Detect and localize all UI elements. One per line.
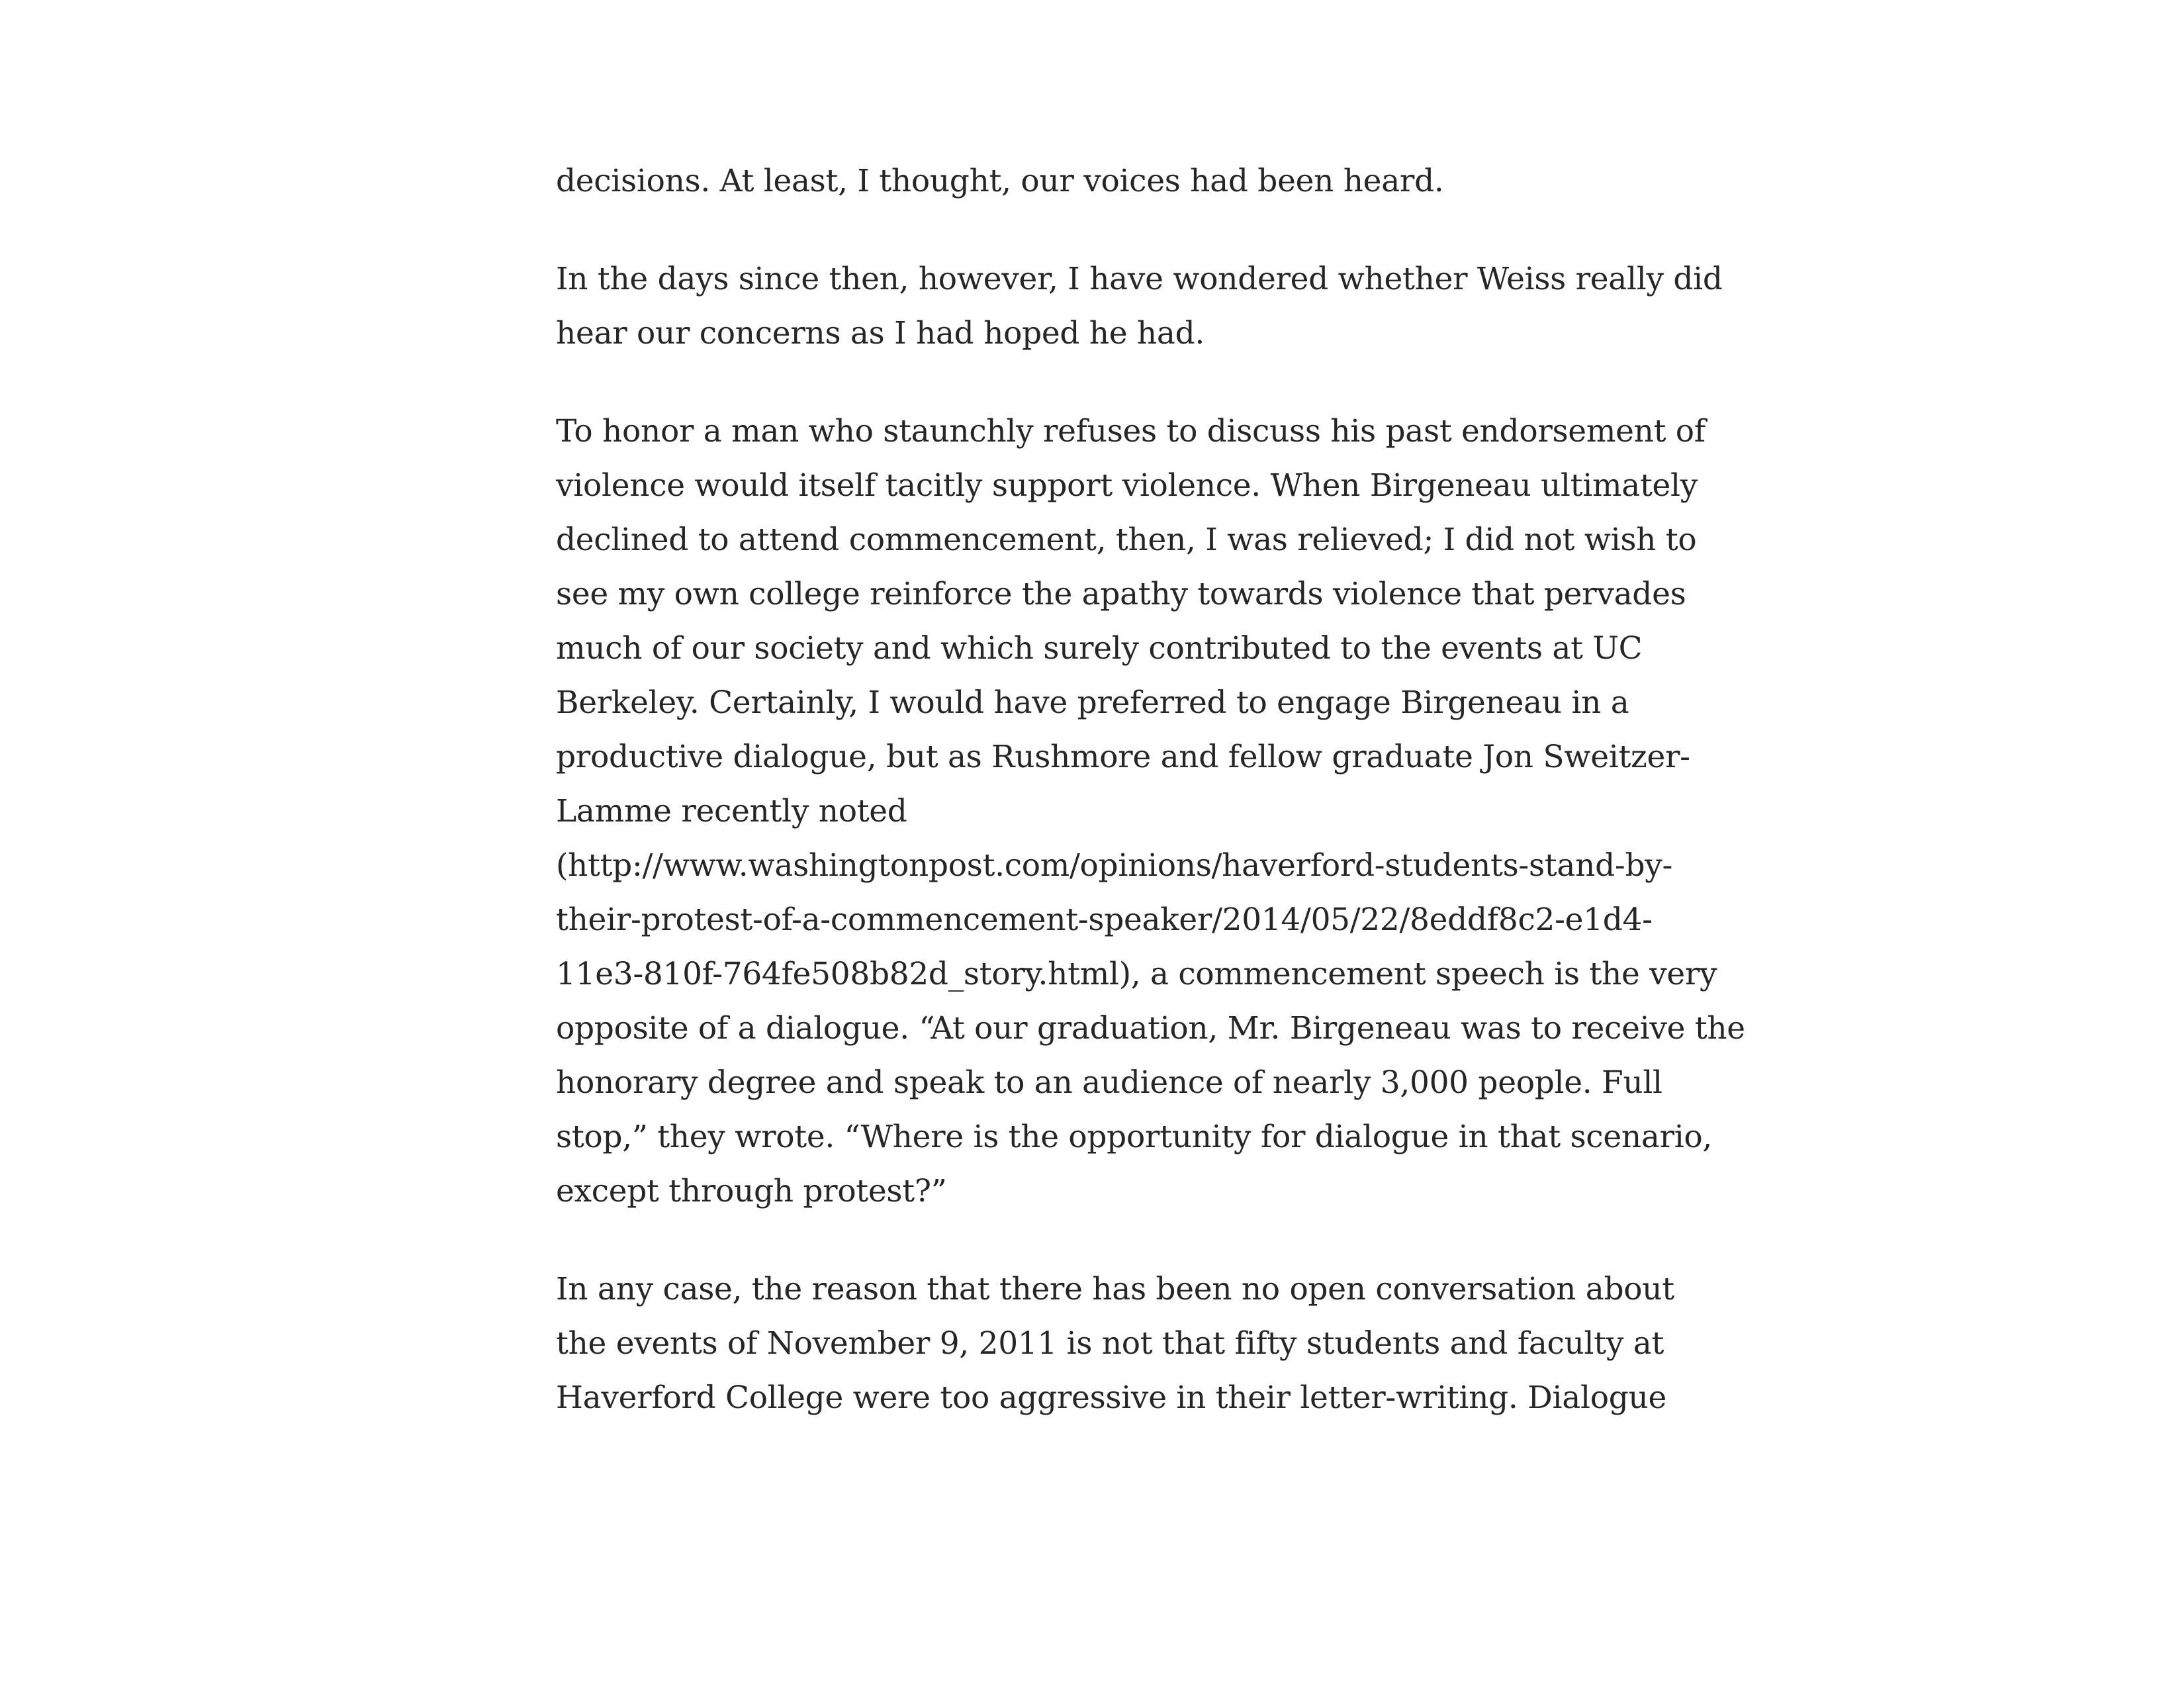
text-line: 11e3-810f-764fe508b82d_story.html), a commencement speech is the very xyxy=(556,956,1717,992)
text-line: In the days since then, however, I have wondered whether Weiss really did xyxy=(556,261,1723,297)
text-line: Lamme recently noted xyxy=(556,793,907,829)
text-line: decisions. At least, I thought, our voices had been heard. xyxy=(556,163,1444,199)
text-line: (http://www.washingtonpost.com/opinions/haverford-students-stand-by- xyxy=(556,847,1673,884)
text-column xyxy=(556,154,1873,1469)
paragraph xyxy=(556,404,1873,1219)
paragraph xyxy=(556,154,1873,209)
text-line: Berkeley. Certainly, I would have preferred to engage Birgeneau in a xyxy=(556,684,1629,721)
text-line: see my own college reinforce the apathy towards violence that pervades xyxy=(556,576,1686,612)
text-line: productive dialogue, but as Rushmore and fellow graduate Jon Sweitzer- xyxy=(556,739,1690,775)
text-line: much of our society and which surely contributed to the events at UC xyxy=(556,630,1643,667)
text-line: their-protest-of-a-commencement-speaker/2014/05/22/8eddf8c2-e1d4- xyxy=(556,902,1653,938)
paragraph xyxy=(556,1262,1873,1425)
text-line: opposite of a dialogue. “At our graduation, Mr. Birgeneau was to receive the xyxy=(556,1010,1745,1047)
text-line: Haverford College were too aggressive in their letter-writing. Dialogue xyxy=(556,1380,1666,1416)
text-line: honorary degree and speak to an audience of nearly 3,000 people. Full xyxy=(556,1064,1662,1101)
text-line: the events of November 9, 2011 is not that fifty students and faculty at xyxy=(556,1325,1664,1362)
text-line: To honor a man who staunchly refuses to discuss his past endorsement of xyxy=(556,413,1706,449)
text-line: violence would itself tacitly support violence. When Birgeneau ultimately xyxy=(556,467,1698,504)
text-line: except through protest?” xyxy=(556,1173,947,1209)
text-line: stop,” they wrote. “Where is the opportunity for dialogue in that scenario, xyxy=(556,1119,1713,1155)
text-line: In any case, the reason that there has been no open conversation about xyxy=(556,1271,1674,1307)
text-line: hear our concerns as I had hoped he had. xyxy=(556,315,1205,352)
paragraph xyxy=(556,252,1873,361)
text-line: declined to attend commencement, then, I was relieved; I did not wish to xyxy=(556,522,1697,558)
